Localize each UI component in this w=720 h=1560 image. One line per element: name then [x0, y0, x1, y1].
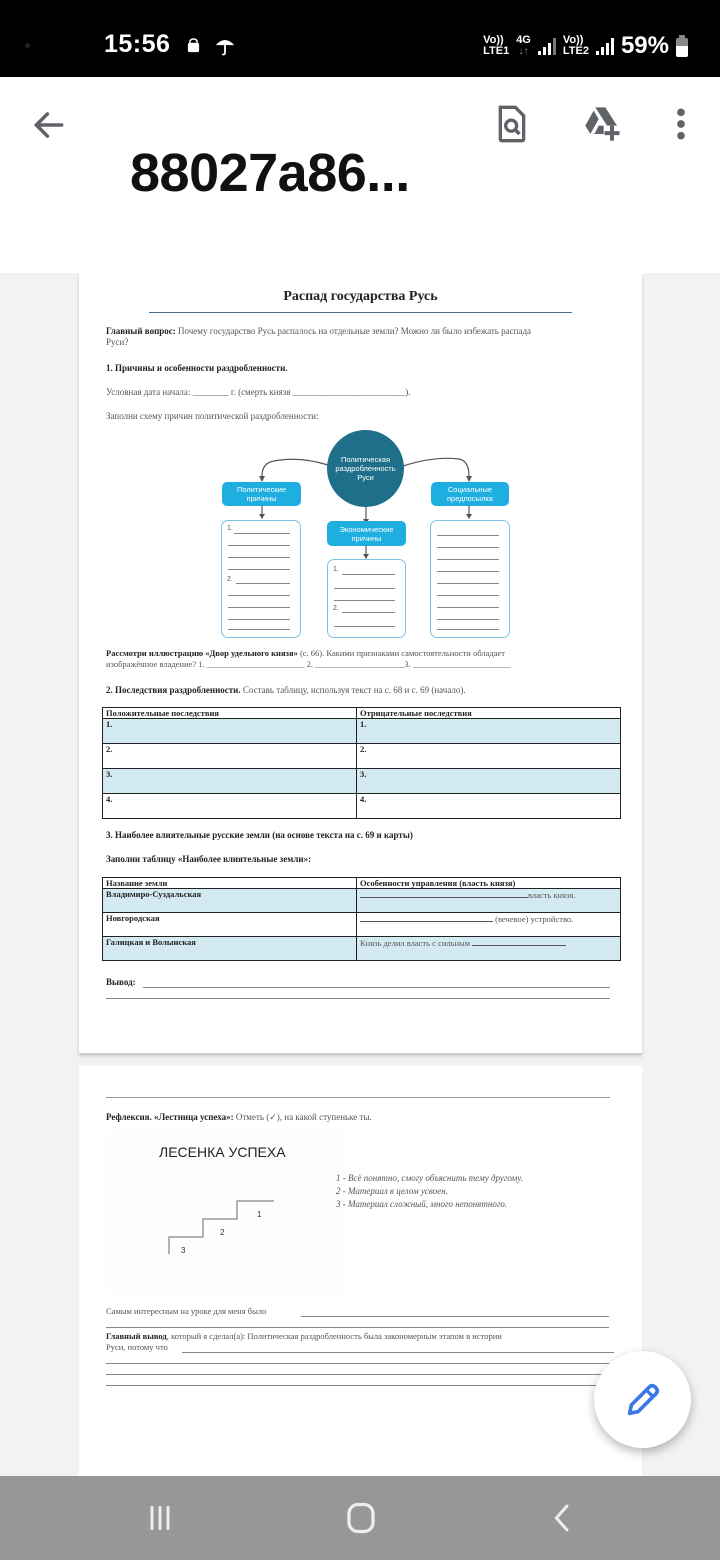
economic-causes-answer-box[interactable]: 1. 2. [327, 559, 406, 638]
conclusion-line[interactable] [106, 998, 610, 999]
consequences-table [102, 707, 621, 819]
ladder-step-1[interactable]: 1 [257, 1210, 262, 1219]
table-row: Галицкая и Волынская Князь делил власть с сильным [103, 937, 621, 961]
table-row: 2. 2. [103, 744, 621, 769]
status-icons [483, 32, 688, 60]
table-header-row [103, 708, 621, 719]
main-question: Главный вопрос: Почему государство Русь распалось на отдельные земли? Можно ли было избежать распада Руси? [106, 326, 532, 347]
find-in-document-icon[interactable] [492, 104, 532, 144]
header-negative: Отрицательные последствия [357, 708, 621, 719]
sim1-volte-indicator: Vo)) LTE1 [483, 34, 510, 57]
signal-strength-icon [596, 37, 614, 55]
scheme-instruction: Заполни схему причин политической раздробленности: [106, 411, 319, 421]
back-arrow-icon[interactable] [30, 106, 68, 144]
table-header-row [103, 878, 621, 889]
home-icon [343, 1500, 379, 1536]
recent-apps-icon [144, 1502, 176, 1534]
illustration-question: Рассмотри иллюстрацию «Двор удельного князя» (с. 66). Какими признаками самостоятельности обладает изображённое владение? 1. _______________________ 2. _____________________3. _______________________ [106, 648, 511, 669]
ladder-step-3[interactable]: 3 [181, 1246, 186, 1255]
home-button[interactable] [341, 1498, 381, 1538]
pdf-page-1 [79, 273, 642, 1053]
header-positive: Положительные последствия [103, 708, 357, 719]
influential-lands-table [102, 877, 621, 961]
social-preconditions-node: Социальные предпосылка [431, 482, 509, 506]
ladder-legend: 1 - Всё понятно, смогу объяснить тему другому. 2 - Материал в целом усвоен. 3 - Материал сложный, много непонятного. [336, 1173, 523, 1209]
camera-dot [25, 43, 30, 48]
back-chevron-icon [547, 1502, 579, 1534]
conclusion-line[interactable] [143, 987, 610, 988]
worksheet-title: Распад государства Русь [283, 289, 438, 304]
answer-line[interactable] [301, 1316, 609, 1317]
table-row: Владимиро-Суздальская власть князя. [103, 889, 621, 913]
battery-icon [676, 35, 688, 57]
pencil-icon [623, 1380, 663, 1420]
answer-line[interactable] [106, 1374, 609, 1375]
ladder-steps-icon [106, 1132, 346, 1292]
reflection-instruction: Рефлексия. «Лестница успеха»: Отметь (✓), на какой ступеньке ты. [106, 1112, 372, 1122]
recent-apps-button[interactable] [140, 1498, 180, 1538]
separator-line [106, 1097, 610, 1098]
table-row: Новгородская (вечевое) устройство. [103, 913, 621, 937]
clock: 15:56 [104, 30, 171, 58]
answer-line[interactable] [182, 1352, 614, 1353]
header-land-name: Название земли [103, 878, 357, 889]
status-bar [0, 0, 720, 77]
add-to-drive-icon[interactable] [582, 104, 622, 144]
umbrella-icon [214, 35, 236, 57]
political-causes-node: Политические причины [222, 482, 301, 506]
section3-instruction: Заполни таблицу «Наиболее влиятельные земли»: [106, 854, 312, 864]
political-causes-answer-box[interactable]: 1. 2. [221, 520, 301, 638]
section1-heading: 1. Причины и особенности раздробленности. [106, 363, 288, 373]
document-title: 88027a86... [130, 143, 410, 203]
table-row: 4. 4. [103, 794, 621, 819]
table-row: 3. 3. [103, 769, 621, 794]
pdf-page-2 [79, 1066, 642, 1476]
answer-line[interactable] [106, 1385, 609, 1386]
ladder-figure [106, 1132, 346, 1292]
conclusion-label: Вывод: [106, 977, 136, 987]
answer-line[interactable] [106, 1363, 609, 1364]
system-nav-bar [0, 1476, 720, 1560]
network-type-indicator: 4G ↓↑ [516, 34, 531, 57]
main-conclusion: Главный вывод, который я сделал(а): Политическая раздробленность была закономерным этапом в истории Руси, потому что [106, 1331, 502, 1352]
section2-heading: 2. Последствия раздробленности. Составь таблицу, используя текст на с. 68 и с. 69 (начало). [106, 685, 466, 695]
diagram-center-node: Политическая раздробленность Руси [327, 430, 404, 507]
shopping-bag-icon [186, 38, 201, 53]
table-row: 1. 1. [103, 719, 621, 744]
answer-line[interactable] [106, 1327, 609, 1328]
start-date-line: Условная дата начала: ________ г. (смерть князя _________________________). [106, 387, 411, 397]
ladder-title: ЛЕСЕНКА УСПЕХА [159, 1144, 286, 1160]
back-button[interactable] [543, 1498, 583, 1538]
battery-percent: 59% [620, 32, 669, 59]
section3-heading: 3. Наиболее влиятельные русские земли (на основе текста на с. 69 и карты) [106, 830, 413, 840]
sim2-volte-indicator: Vo)) LTE2 [562, 34, 589, 57]
economic-causes-node: Экономические причины [327, 521, 406, 546]
edit-fab-button[interactable] [594, 1351, 691, 1448]
pdf-viewer[interactable] [0, 273, 720, 1476]
more-options-icon[interactable] [661, 104, 701, 144]
social-preconditions-answer-box[interactable] [430, 520, 510, 638]
header-governance: Особенности управления (власть князя) [357, 878, 621, 889]
signal-strength-icon [538, 37, 556, 55]
interesting-prompt: Самым интересным на уроке для меня было [106, 1306, 267, 1316]
ladder-step-2[interactable]: 2 [220, 1228, 225, 1237]
